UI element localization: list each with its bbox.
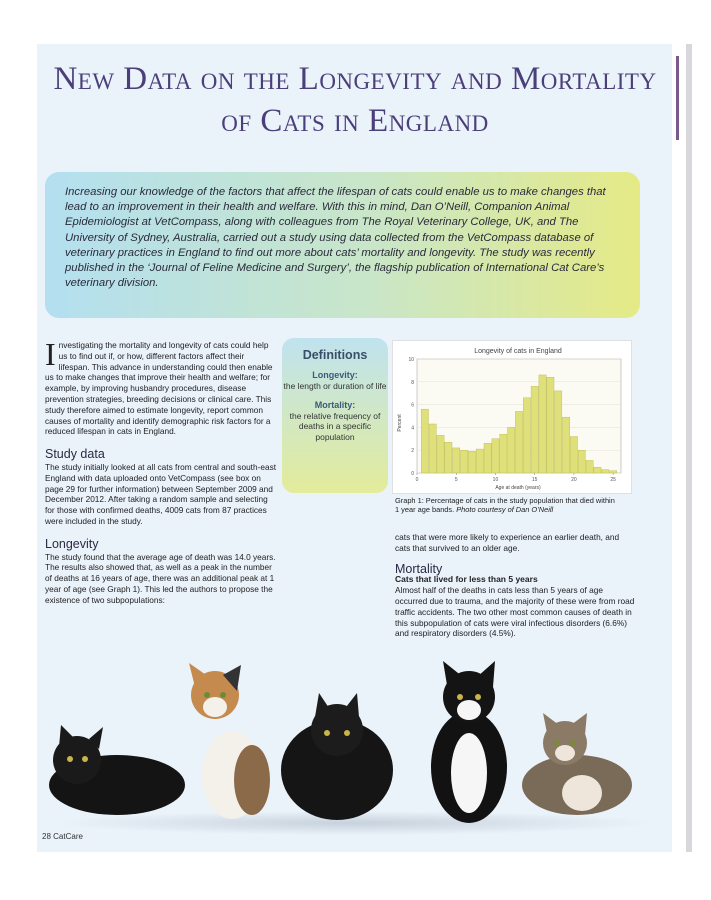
chart-bar — [610, 471, 617, 473]
calico-cat-image — [189, 663, 270, 819]
study-data-text: The study initially looked at all cats from central and south-east England with data uploaded onto VetCompass (see box on page 29 for further information) between September 2009 and December 2012. After taking a random sample and selecting for those with confirmed deaths, 4009 cats from 87 practices were included in the study. — [45, 461, 277, 526]
caption-text: Graph 1: Percentage of cats in the study population that died within 1 year age bands. — [395, 496, 615, 514]
tuxedo-cat-image — [431, 661, 507, 823]
x-tick-label: 0 — [415, 477, 419, 483]
article-title: New Data on the Longevity and Mortality of Cats in England — [53, 61, 657, 139]
mortality-subheading: Cats that lived for less than 5 years — [395, 574, 538, 585]
page-number: 28 — [42, 832, 51, 841]
chart-bar — [437, 435, 444, 473]
y-tick-label: 6 — [411, 402, 414, 409]
definition-term: Longevity: — [312, 370, 358, 380]
x-tick-label: 15 — [531, 477, 538, 483]
definitions-heading: Definitions — [302, 348, 368, 362]
chart-bar — [453, 448, 460, 473]
chart-bar — [484, 443, 491, 473]
intro-panel — [45, 172, 640, 318]
x-tick-label: 25 — [610, 477, 616, 483]
longevity-text: The study found that the average age of death was 14.0 years. The results also showed that, as well as a peak in the number of deaths at 16 years of age, there was an additional peak at 1 year of age (see Graph 1). This led the authors to propose the existence of two subpopulations: — [45, 551, 276, 605]
chart-bar — [445, 442, 452, 473]
chart-bar — [476, 449, 483, 473]
chart-y-label: Percent — [397, 414, 403, 432]
definition-meaning: the length or duration of life — [283, 381, 387, 391]
definition-meaning: the relative frequency of deaths in a specific population — [289, 410, 381, 442]
chart-title: Longevity of cats in England — [474, 348, 562, 355]
graph-caption — [395, 496, 620, 514]
definition-term: Mortality: — [314, 399, 356, 410]
x-tick-label: 10 — [492, 477, 499, 483]
cats-photo — [37, 655, 672, 835]
chart-bar — [523, 398, 530, 473]
chart-bar — [586, 460, 593, 473]
chart-bar — [429, 424, 436, 473]
page-footer — [42, 832, 83, 841]
fluffy-black-cat-image — [281, 693, 393, 820]
chart-bar — [515, 411, 522, 473]
continuation-text: cats that were more likely to experience an earlier death, and cats that survived to an older age. — [395, 532, 620, 553]
chart-bar — [531, 386, 538, 473]
longevity-heading: Longevity — [45, 536, 99, 551]
chart-bar — [421, 409, 428, 473]
drop-cap: I — [45, 336, 56, 372]
longevity-chart — [392, 340, 632, 494]
left-column — [45, 336, 277, 606]
chart-bar — [460, 450, 467, 473]
y-tick-label: 4 — [411, 425, 414, 432]
definitions-box — [282, 338, 388, 493]
study-data-heading: Study data — [45, 447, 105, 462]
y-tick-label: 0 — [411, 471, 414, 477]
mortality-heading: Mortality — [395, 561, 443, 576]
chart-bar — [555, 391, 562, 473]
x-tick-label: 20 — [571, 477, 577, 483]
magazine-name: CatCare — [53, 832, 83, 841]
chart-bar — [547, 377, 554, 473]
chart-bar — [508, 427, 515, 473]
chart-bar — [500, 434, 507, 473]
y-tick-label: 10 — [408, 357, 414, 363]
page-edge — [686, 44, 692, 852]
opening-paragraph — [45, 336, 277, 437]
y-tick-label: 8 — [411, 379, 414, 386]
y-tick-label: 2 — [411, 448, 414, 455]
chart-x-label: Age at death (years) — [495, 485, 541, 491]
opening-text: nvestigating the mortality and longevity of cats could help us to find out if, or how, different factors affect their lifespan. This advance in understanding could then enable us to make changes that improve their health and welfare; for example, by improving husbandry procedures, disease prevention strategies, breeding decisions or clinical care. This study therefore aimed to estimate longevity, report common causes of mortality and identify demographic risk factors for a reduced lifespan in cats in England. — [45, 340, 273, 437]
caption-credit: Photo courtesy of Dan O’Neill — [456, 505, 554, 514]
right-column — [395, 532, 635, 639]
page-marker — [676, 56, 679, 140]
x-tick-label: 5 — [454, 477, 458, 483]
chart-svg — [393, 341, 631, 493]
mortality-text: Almost half of the deaths in cats less than 5 years of age occurred due to trauma, and the majority of these were from road traffic accidents. The two other most common causes of death in this subpopulation of cats were viral infectious disorders (6.6%) and respiratory disorders (4.5%). — [395, 585, 635, 639]
chart-bar — [468, 451, 475, 473]
chart-bar — [562, 417, 569, 473]
chart-bar — [539, 375, 546, 473]
chart-bar — [594, 467, 601, 473]
chart-bar — [492, 439, 499, 473]
tabby-cat-image — [522, 713, 632, 815]
black-cat-lying-image — [49, 725, 185, 815]
intro-text: Increasing our knowledge of the factors that affect the lifespan of cats could enable us to make changes that lead to an improvement in their health and welfare. With this in mind, Dan O’Neill, Companion Animal Epidemiologist at VetCompass, along with colleagues from The Royal Veterinary College, UK, and The University of Sydney, Australia, carried out a study using data collected from the VetCompass database of veterinary practices in England to find out more about cats’ mortality and longevity. The study was recently published in the ‘Journal of Feline Medicine and Surgery’, the flagship publication of International Cat Care’s veterinary division. — [65, 186, 606, 290]
chart-bar — [578, 450, 585, 473]
chart-bar — [602, 470, 609, 473]
chart-bar — [570, 437, 577, 473]
